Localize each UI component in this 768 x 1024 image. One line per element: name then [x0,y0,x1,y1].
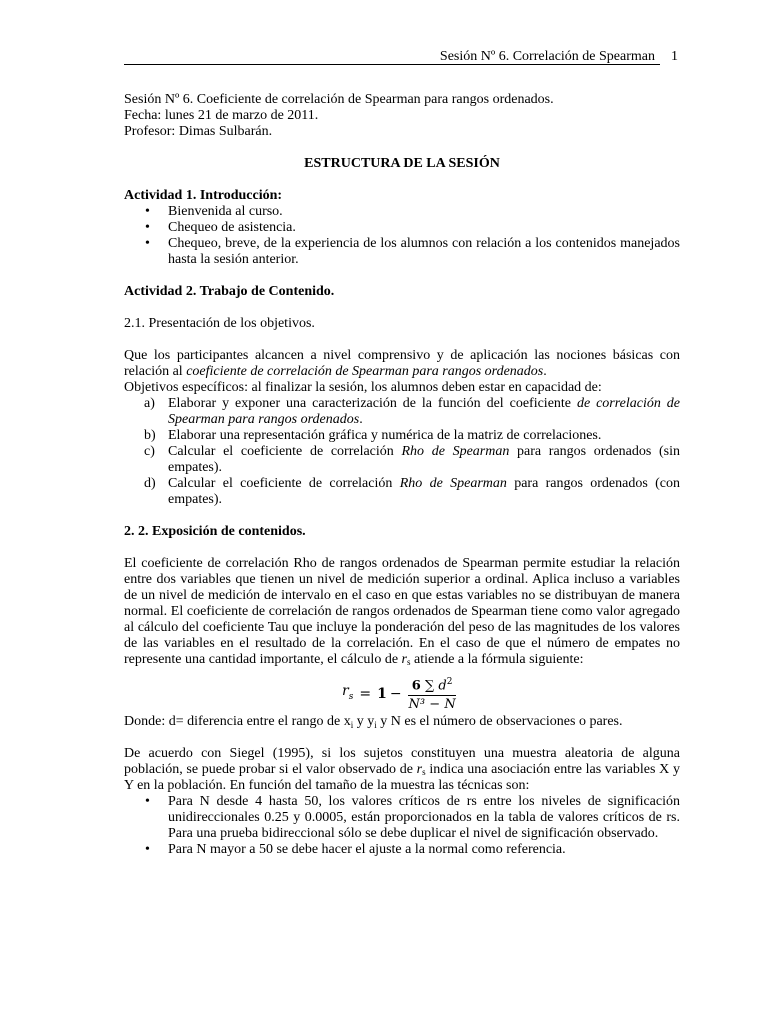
formula-lhs: $r_s$ [342,682,354,702]
siegel-paragraph: De acuerdo con Siegel (1995), si los sujetos constituyen una muestra aleatoria de alguna población, se puede probar si el valor observado de $r_s$ indica una asociación entre las variables X y Y en la población. En función del tamaño de la muestra las técnicas son: [124,746,680,793]
list-item: d) Calcular el coeficiente de correlación Rho de Spearman para rangos ordenados (con empates). [144,476,680,507]
donde-paragraph: Donde: d= diferencia entre el rango de $x_i$ y $y_i$ y N es el número de observaciones o pares. [124,714,623,730]
section-heading: ESTRUCTURA DE LA SESIÓN [304,156,500,171]
list-item: c) Calcular el coeficiente de correlación Rho de Spearman para rangos ordenados (sin empates). [144,444,680,475]
list-item: b) Elaborar una representación gráfica y numérica de la matriz de correlaciones. [144,428,602,443]
page-number: 1 [671,49,678,64]
running-header [0,46,768,68]
subsection-objectives: 2.1. Presentación de los objetivos. [124,316,315,331]
formula-fraction: $\frac{6 \sum d^2}{\text{N³ − N}}$ [405,674,460,713]
objective-general: Que los participantes alcancen a nivel comprensivo y de aplicación las nociones básicas con relación al coeficiente de correlación de Spearman para rangos ordenados. [124,348,680,379]
session-date-line: Fecha: lunes 21 de marzo de 2011. [124,108,319,123]
list-item: • Chequeo de asistencia. [124,220,680,236]
subsection-content: 2. 2. Exposición de contenidos. [124,524,306,539]
activity1-title: Actividad 1. Introducción: [124,188,283,203]
content-paragraph: El coeficiente de correlación Rho de rangos ordenados de Spearman permite estudiar la relación entre dos variables que tienen un nivel de medición superior a ordinal. Aplica incluso a variables de un nivel de medición de intervalo en el caso en que estas variables no se distribuyan de manera normal. El coeficiente de correlación de rangos ordenados de Spearman tiene como valor agregado al cálculo del coeficiente Tau que incluye la ponderación del peso de las magnitudes de los valores de las variables en el resultado de la correlación. En el caso de que el número de empates no represente una cantidad importante, el cálculo de $r_s$ atiende a la fórmula siguiente: [124,556,680,667]
list-item: • Para N desde 4 hasta 50, los valores críticos de rs entre los niveles de significación unidireccionales 0.25 y 0.0005, están proporcionados en la tabla de valores críticos de rs. Para una prueba bidireccional sólo se debe duplicar el nivel de significación observado. [124,794,680,842]
document-body [124,92,680,858]
list-item: • Chequeo, breve, de la experiencia de los alumnos con relación a los contenidos manejados hasta la sesión anterior. [124,236,680,268]
activity2-title: Actividad 2. Trabajo de Contenido. [124,284,335,299]
header-rule [124,64,660,65]
activity1-list [124,204,680,268]
list-item: • Bienvenida al curso. [124,204,680,220]
objective-specific-intro: Objetivos específicos: al finalizar la sesión, los alumnos deben estar en capacidad de: [124,380,602,395]
spearman-formula: $r_s$ = 1 − $\frac{6 \sum d^2}{\text{N³ − N}}$ [124,668,680,714]
objectives-list [124,396,680,508]
session-title-line: Sesión Nº 6. Coeficiente de correlación de Spearman para rangos ordenados. [124,92,554,107]
siegel-list [124,794,680,858]
session-professor-line: Profesor: Dimas Sulbarán. [124,124,273,139]
list-item: • Para N mayor a 50 se debe hacer el ajuste a la normal como referencia. [124,842,680,858]
header-title: Sesión Nº 6. Correlación de Spearman [439,49,655,64]
list-item: a) Elaborar y exponer una caracterización de la función del coeficiente de correlación de Spearman para rangos ordenados. [144,396,680,427]
